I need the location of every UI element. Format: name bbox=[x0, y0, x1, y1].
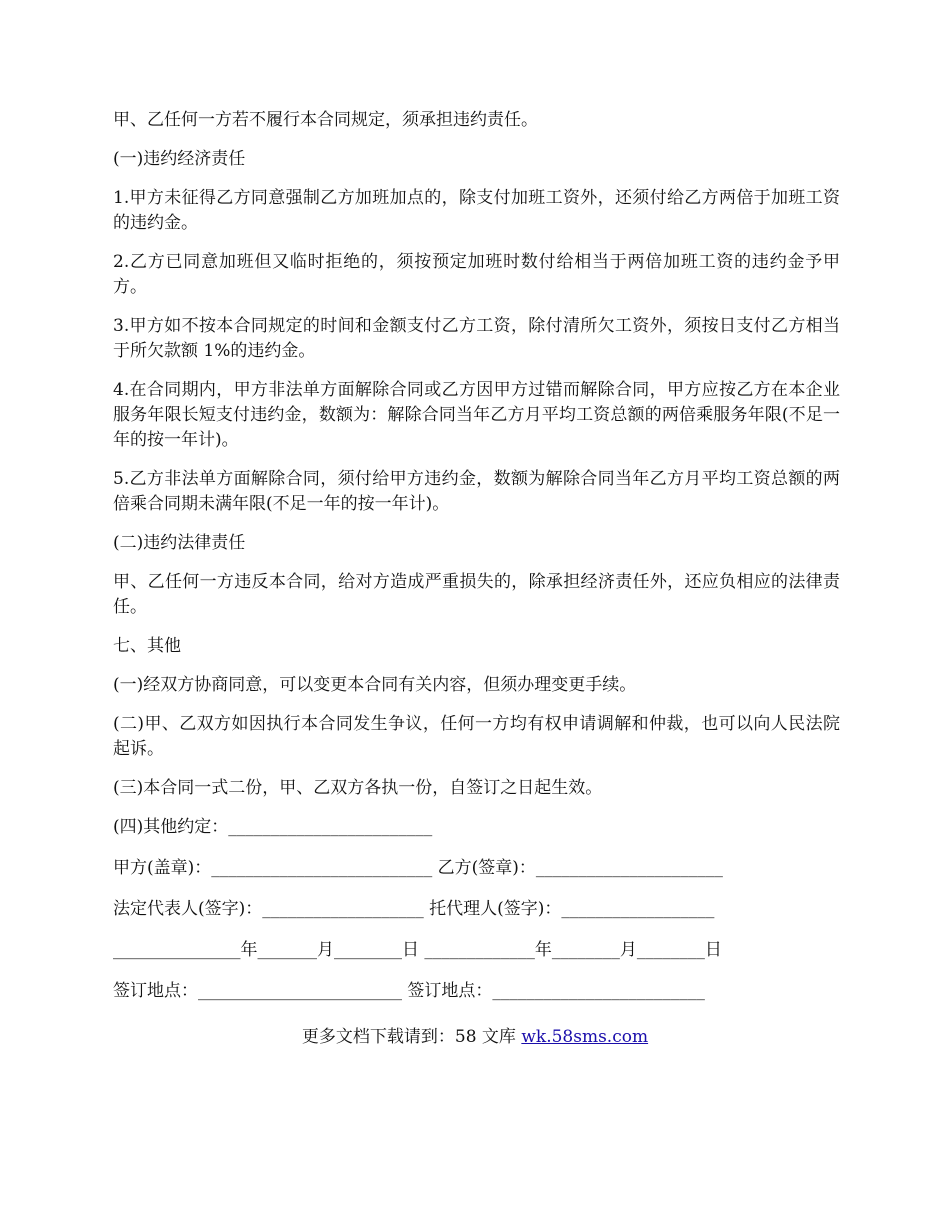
heading-economic-liability: (一)违约经济责任 bbox=[113, 149, 246, 169]
footer-prefix: 更多文档下载请到：58 文库 bbox=[301, 1027, 522, 1047]
paragraph-clause-5: 5.乙方非法单方面解除合同，须付给甲方违约金，数额为解除合同当年乙方月平均工资总额的两倍乘合同期未满年限(不足一年的按一年计)。 bbox=[113, 469, 840, 514]
paragraph-clause-1: 1.甲方未征得乙方同意强制乙方加班加点的，除支付加班工资外，还须付给乙方两倍于加班工资的违约金。 bbox=[113, 188, 840, 233]
heading-other: 七、其他 bbox=[113, 636, 181, 656]
party-seal-line: 甲方(盖章)：__________________________ 乙方(签章)：______________________ bbox=[113, 858, 723, 878]
signing-place-line: 签订地点：________________________ 签订地点：_________________________ bbox=[113, 981, 705, 1001]
other-agreement-line: (四)其他约定：________________________ bbox=[113, 817, 433, 837]
document-body bbox=[113, 108, 840, 1020]
paragraph-clause-4: 4.在合同期内，甲方非法单方面解除合同或乙方因甲方过错而解除合同，甲方应按乙方在本企业服务年限长短支付违约金，数额为：解除合同当年乙方月平均工资总额的两倍乘服务年限(不足一年的按一年计)。 bbox=[113, 380, 840, 450]
paragraph-clause-3: 3.甲方如不按本合同规定的时间和金额支付乙方工资，除付清所欠工资外，须按日支付乙方相当于所欠款额 1%的违约金。 bbox=[113, 316, 840, 361]
paragraph-breach-liability: 甲、乙任何一方若不履行本合同规定，须承担违约责任。 bbox=[113, 110, 538, 130]
footer-link[interactable]: wk.58sms.com bbox=[521, 1027, 649, 1047]
paragraph-other-1: (一)经双方协商同意，可以变更本合同有关内容，但须办理变更手续。 bbox=[113, 675, 637, 695]
footer bbox=[0, 1025, 950, 1050]
paragraph-other-2: (二)甲、乙双方如因执行本合同发生争议，任何一方均有权申请调解和仲裁，也可以向人民法院起诉。 bbox=[113, 714, 840, 759]
representative-signature-line: 法定代表人(签字)：___________________ 托代理人(签字)：__________________ bbox=[113, 899, 715, 919]
paragraph-legal-liability: 甲、乙任何一方违反本合同，给对方造成严重损失的，除承担经济责任外，还应负相应的法律责任。 bbox=[113, 572, 840, 617]
heading-legal-liability: (二)违约法律责任 bbox=[113, 533, 246, 553]
paragraph-clause-2: 2.乙方已同意加班但又临时拒绝的，须按预定加班时数付给相当于两倍加班工资的违约金予甲方。 bbox=[113, 252, 840, 297]
date-line: _______________年_______月________日 _____________年________月________日 bbox=[113, 940, 722, 960]
paragraph-other-3: (三)本合同一式二份，甲、乙双方各执一份，自签订之日起生效。 bbox=[113, 778, 603, 798]
